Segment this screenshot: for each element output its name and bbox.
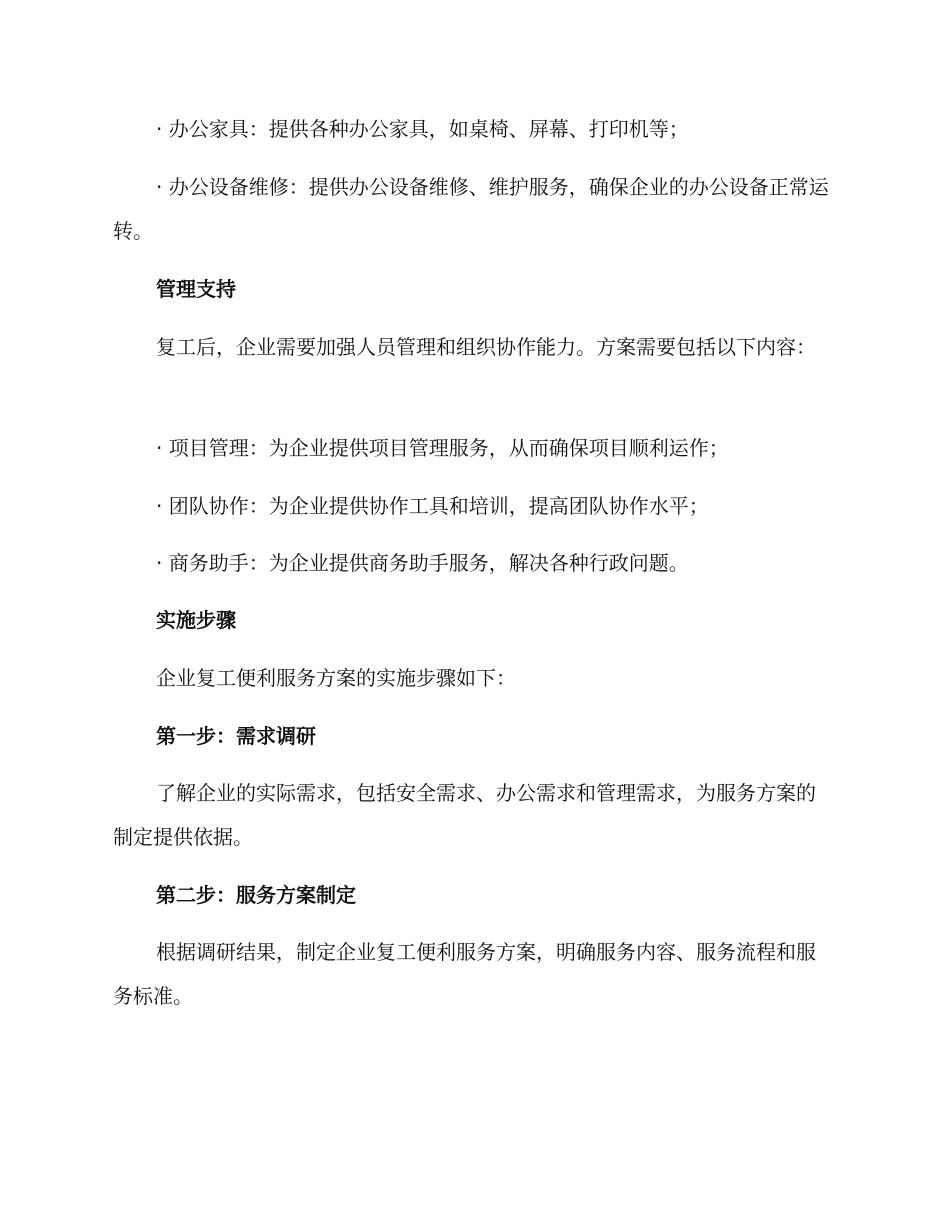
step-heading-plan-formulation: 第二步：服务方案制定 bbox=[156, 883, 356, 907]
bullet-team-collaboration: · 团队协作：为企业提供协作工具和培训，提高团队协作水平； bbox=[156, 494, 709, 518]
paragraph-steps-intro: 企业复工便利服务方案的实施步骤如下： bbox=[156, 666, 516, 690]
paragraph-plan-formulation: 根据调研结果，制定企业复工便利服务方案，明确服务内容、服务流程和服务标准。 bbox=[113, 940, 816, 1008]
section-heading-implementation-steps: 实施步骤 bbox=[156, 608, 236, 632]
bullet-business-assistant: · 商务助手：为企业提供商务助手服务，解决各种行政问题。 bbox=[156, 551, 689, 575]
paragraph-management-intro: 复工后，企业需要加强人员管理和组织协作能力。方案需要包括以下内容： bbox=[156, 335, 816, 359]
step-heading-needs-research: 第一步：需求调研 bbox=[156, 724, 316, 748]
bullet-project-management: · 项目管理：为企业提供项目管理服务，从而确保项目顺利运作； bbox=[156, 436, 729, 460]
bullet-office-equipment-repair: · 办公设备维修：提供办公设备维修、维护服务，确保企业的办公设备正常运转。 bbox=[113, 175, 829, 243]
section-heading-management-support: 管理支持 bbox=[156, 277, 236, 301]
bullet-office-furniture: · 办公家具：提供各种办公家具，如桌椅、屏幕、打印机等； bbox=[156, 117, 689, 141]
paragraph-needs-research: 了解企业的实际需求，包括安全需求、办公需求和管理需求，为服务方案的制定提供依据。 bbox=[113, 781, 816, 849]
